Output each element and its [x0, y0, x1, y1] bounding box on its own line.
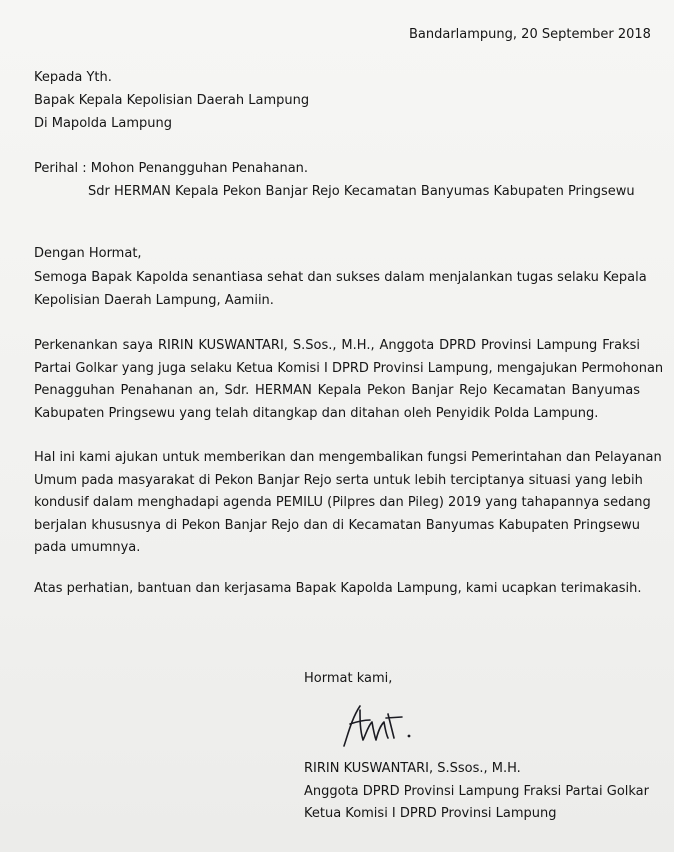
reason-paragraph: [34, 447, 662, 560]
greeting: Dengan Hormat,: [34, 246, 142, 261]
handwritten-signature: [330, 700, 420, 750]
closing-sentence: Atas perhatian, bantuan dan kerjasama Bapak Kapolda Lampung, kami ucapkan terimakasih.: [34, 581, 642, 596]
subject-label: Perihal : Mohon Penangguhan Penahanan.: [34, 161, 309, 176]
request-line: Penagguhan Penahanan an, Sdr. HERMAN Kepala Pekon Banjar Rejo Kecamatan Banyumas: [34, 383, 640, 398]
signer-title-1: Anggota DPRD Provinsi Lampung Fraksi Partai Golkar: [304, 784, 649, 799]
opening-paragraph: [34, 267, 647, 312]
reason-line: Umum pada masyarakat di Pekon Banjar Rejo serta untuk lebih terciptanya situasi yang lebih: [34, 472, 643, 488]
signoff: Hormat kami,: [304, 671, 393, 686]
request-line: Kabupaten Pringsewu yang telah ditangkap dan ditahan oleh Penyidik Polda Lampung.: [34, 405, 599, 421]
subject-detail: Sdr HERMAN Kepala Pekon Banjar Rejo Kecamatan Banyumas Kabupaten Pringsewu: [88, 184, 635, 199]
signer-name: RIRIN KUSWANTARI, S.Ssos., M.H.: [304, 761, 521, 776]
signer-title-2: Ketua Komisi I DPRD Provinsi Lampung: [304, 806, 557, 821]
reason-line: pada umumnya.: [34, 540, 141, 555]
request-line: Partai Golkar yang juga selaku Ketua Komisi I DPRD Provinsi Lampung, mengajukan Permohonan: [34, 360, 664, 376]
reason-line: berjalan khususnya di Pekon Banjar Rejo dan di Kecamatan Banyumas Kabupaten Pringsewu: [34, 517, 640, 533]
opening-line: Semoga Bapak Kapolda senantiasa sehat dan sukses dalam menjalankan tugas selaku Kepala: [34, 270, 647, 285]
place-date: Bandarlampung, 20 September 2018: [409, 27, 651, 42]
request-line: Perkenankan saya RIRIN KUSWANTARI, S.Sos., M.H., Anggota DPRD Provinsi Lampung Fraksi: [34, 338, 640, 353]
recipient-line-3: Di Mapolda Lampung: [34, 116, 172, 131]
request-paragraph: [34, 335, 664, 425]
recipient-line-1: Kepada Yth.: [34, 70, 112, 85]
reason-line: kondusif dalam menghadapi agenda PEMILU (Pilpres dan Pileg) 2019 yang tahapannya sedang: [34, 495, 651, 510]
opening-line: Kepolisian Daerah Lampung, Aamiin.: [34, 292, 274, 308]
reason-line: Hal ini kami ajukan untuk memberikan dan mengembalikan fungsi Pemerintahan dan Pelayanan: [34, 450, 662, 465]
recipient-line-2: Bapak Kepala Kepolisian Daerah Lampung: [34, 93, 310, 108]
